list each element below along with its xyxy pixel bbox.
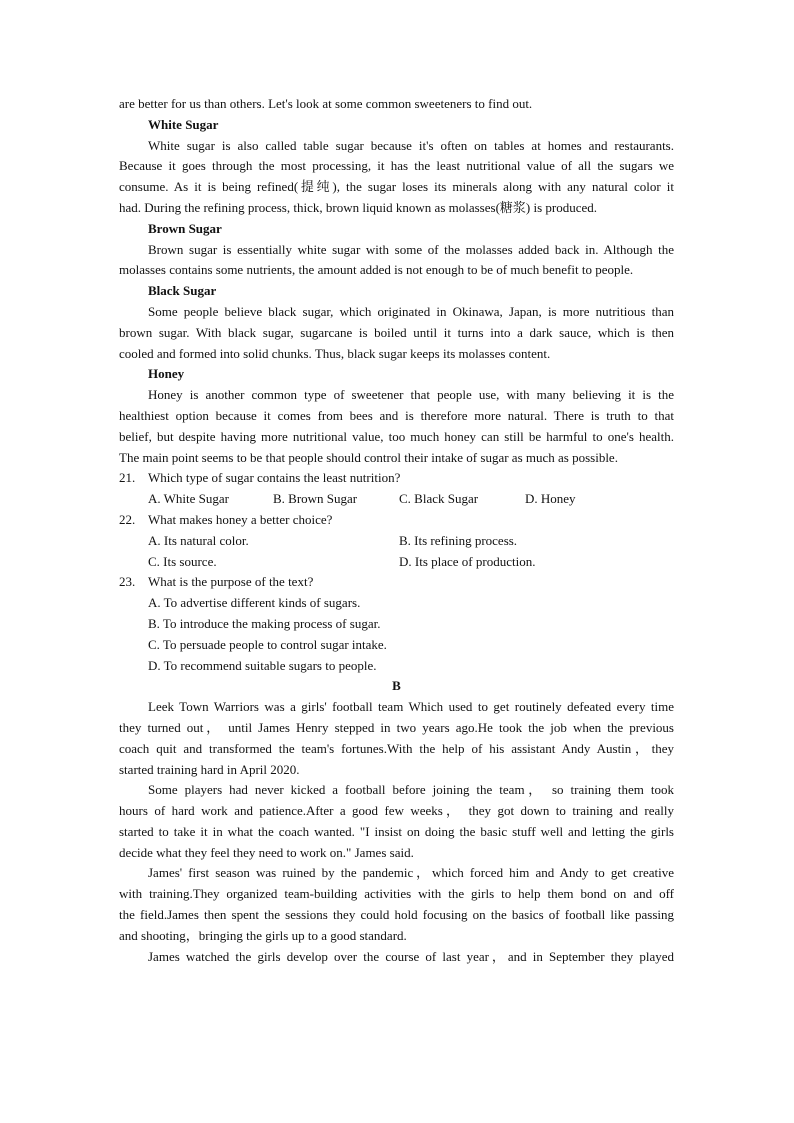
option-c[interactable]: C. Its source. <box>148 553 217 569</box>
question-21-options <box>119 489 674 510</box>
heading-honey: Honey <box>148 366 185 382</box>
paragraph-line: healthiest option because it comes from bees and is therefore more natural. There is truth to that <box>119 407 674 423</box>
option-c[interactable]: C. To persuade people to control sugar intake. <box>148 636 387 652</box>
document-page <box>119 94 674 967</box>
option-b[interactable]: B. Its refining process. <box>399 532 518 548</box>
paragraph-line: Some people believe black sugar, which originated in Okinawa, Japan, is more nutritious than <box>148 303 674 319</box>
question-23 <box>119 572 674 593</box>
paragraph-line: started training hard in April 2020. <box>119 761 300 777</box>
heading-brown-sugar: Brown Sugar <box>148 220 222 236</box>
paragraph-line: James watched the girls develop over the course of last year，and in September they played <box>148 948 674 964</box>
paragraph-line: Brown sugar is essentially white sugar with some of the molasses added back in. Although the <box>148 241 674 257</box>
paragraph-line: brown sugar. With black sugar, sugarcane is boiled until it turns into a dark sauce, which is then <box>119 324 674 340</box>
section-b-heading: B <box>392 678 401 694</box>
paragraph-line: cooled and formed into solid chunks. Thus, black sugar keeps its molasses content. <box>119 345 551 361</box>
intro-tail: are better for us than others. Let's look at some common sweeteners to find out. <box>119 96 533 111</box>
option-a[interactable]: A. Its natural color. <box>148 532 249 548</box>
option-a[interactable]: A. White Sugar <box>148 491 229 507</box>
paragraph-line: The main point seems to be that people should control their intake of sugar as much as possible. <box>119 449 618 465</box>
question-text: What makes honey a better choice? <box>148 511 333 527</box>
paragraph-line: Honey is another common type of sweetener that people use, with many believing it is the <box>148 387 674 403</box>
paragraph-line: decide what they feel they need to work on." James said. <box>119 844 414 860</box>
question-22-options-row-1 <box>119 531 674 552</box>
question-number: 21. <box>119 470 136 486</box>
paragraph-line: hours of hard work and patience.After a good few weeks， they got down to training and really <box>119 803 674 819</box>
paragraph-line: White sugar is also called table sugar because it's often on tables at homes and restaurants. <box>148 137 674 153</box>
paragraph-line: Because it goes through the most processing, it has the least nutritional value of all the sugars we <box>119 158 674 174</box>
paragraph-line: the field.James then spent the sessions they could hold focusing on the basics of football like passing <box>119 907 674 923</box>
question-number: 23. <box>119 574 136 590</box>
paragraph-line: had. During the refining process, thick, brown liquid known as molasses(糖浆) is produced. <box>119 199 598 215</box>
question-22 <box>119 510 674 531</box>
option-b[interactable]: B. Brown Sugar <box>273 491 358 507</box>
paragraph-line: molasses contains some nutrients, the amount added is not enough to be of much benefit to people. <box>119 262 634 278</box>
question-22-options-row-2 <box>119 552 674 573</box>
question-text: Which type of sugar contains the least nutrition? <box>148 470 401 486</box>
heading-black-sugar: Black Sugar <box>148 283 217 299</box>
paragraph-line: Leek Town Warriors was a girls' football team Which used to get routinely defeated every time <box>148 699 674 715</box>
paragraph-line: James' first season was ruined by the pandemic，which forced him and Andy to get creative <box>148 865 674 881</box>
paragraph-line: belief, but despite having more nutritional value, too much honey can still be harmful to one's health. <box>119 428 674 444</box>
paragraph-line: consume. As it is being refined(提纯), the sugar loses its minerals along with any natural color it <box>119 179 674 195</box>
paragraph-line: with training.They organized team-building activities with the girls to help them bond on and off <box>119 886 674 902</box>
option-d[interactable]: D. Its place of production. <box>399 553 536 569</box>
question-21 <box>119 468 674 489</box>
paragraph-line: and shooting，bringing the girls up to a good standard. <box>119 927 407 943</box>
paragraph-line: Some players had never kicked a football before joining the team， so training them took <box>148 782 674 798</box>
option-d[interactable]: D. To recommend suitable sugars to people. <box>148 657 377 673</box>
option-b[interactable]: B. To introduce the making process of sugar. <box>148 615 381 631</box>
question-number: 22. <box>119 511 136 527</box>
paragraph-line: they turned out， until James Henry stepped in two years ago.He took the job when the previous <box>119 719 674 735</box>
question-text: What is the purpose of the text? <box>148 574 314 590</box>
option-a[interactable]: A. To advertise different kinds of sugars. <box>148 595 361 611</box>
option-c[interactable]: C. Black Sugar <box>399 491 479 507</box>
option-d[interactable]: D. Honey <box>525 491 576 507</box>
paragraph-line: started to take it in what the coach wanted. "I insist on doing the basic stuff well and letting the girls <box>119 823 674 839</box>
heading-white-sugar: White Sugar <box>148 116 219 132</box>
paragraph-line: coach quit and transformed the team's fortunes.With the help of his assistant Andy Austin，they <box>119 740 674 756</box>
